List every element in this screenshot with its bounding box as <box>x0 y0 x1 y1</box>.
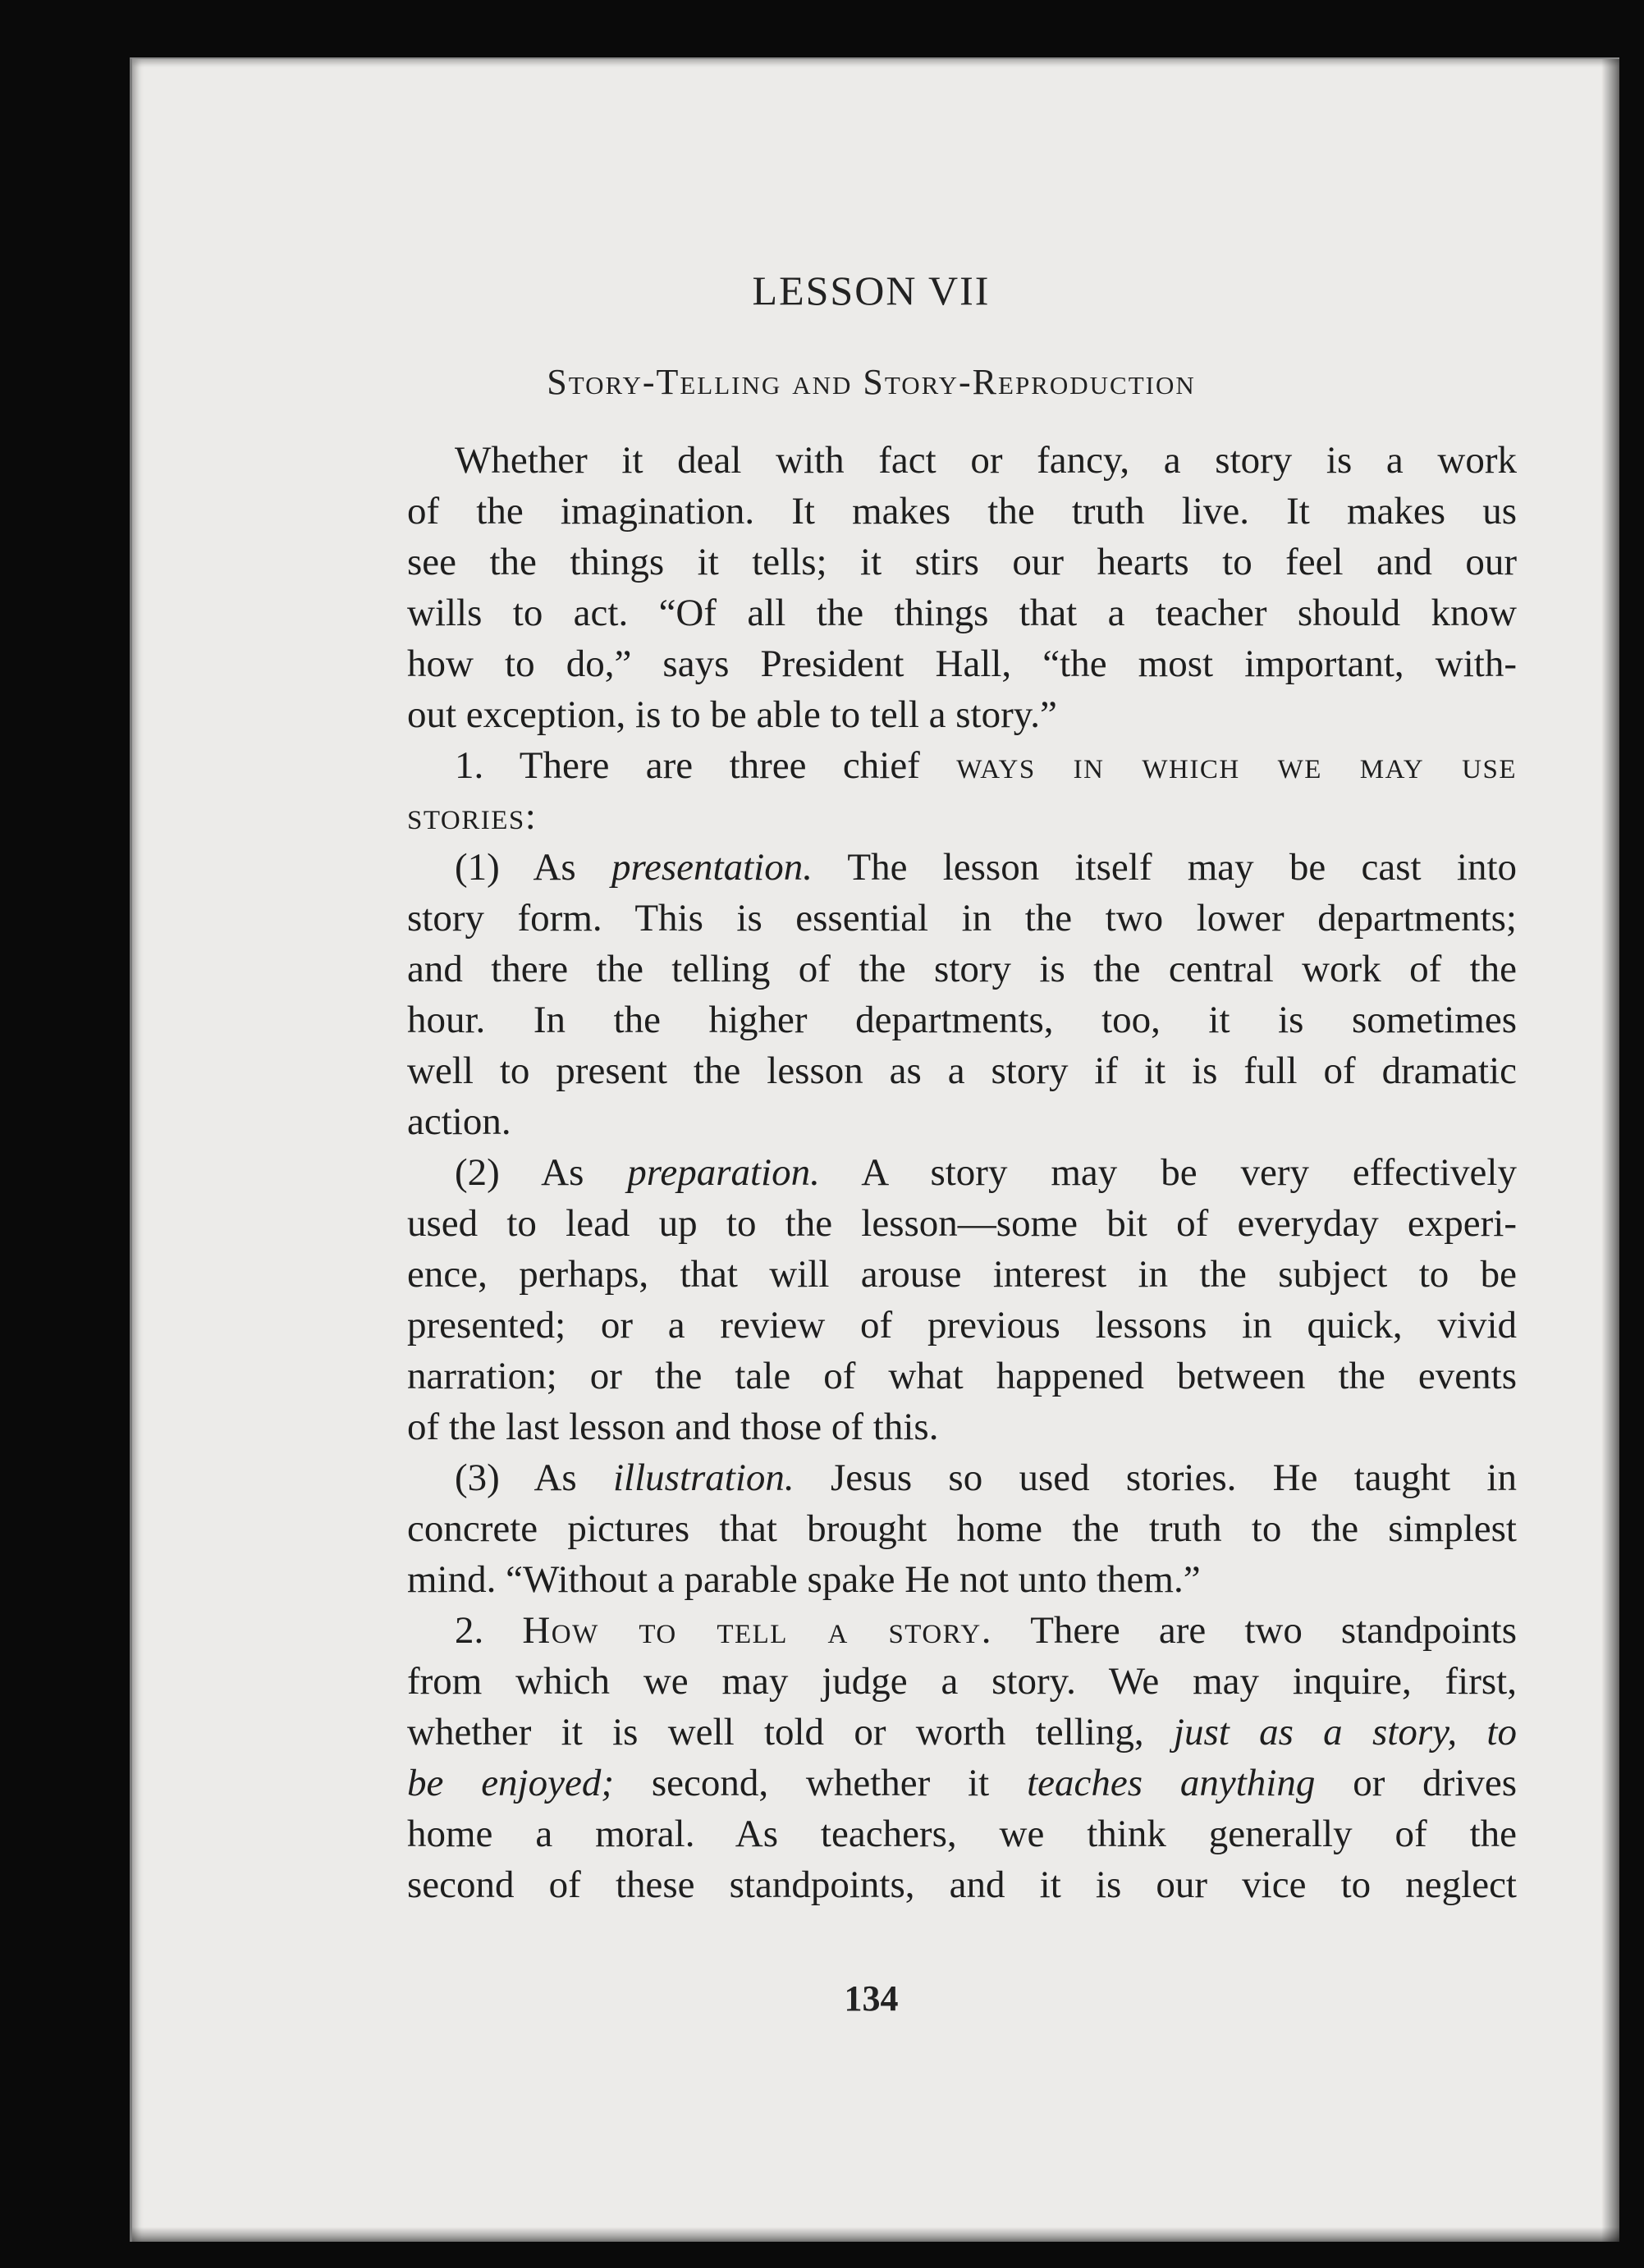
italic-term: presentation. <box>611 846 813 889</box>
text-line: second of these standpoints, and it is our vice to neglect <box>407 1863 1517 1906</box>
italic-term: illustration. <box>612 1456 795 1499</box>
line-middle: second, whether it <box>651 1762 990 1804</box>
text-line: ence, perhaps, that will arouse interest in the subject to be <box>407 1253 1517 1296</box>
text-line: of the imagination. It makes the truth live. It makes us <box>407 490 1517 533</box>
text-line: and there the telling of the story is the central work of the <box>407 948 1517 990</box>
page-number: 134 <box>844 1978 899 2019</box>
text-line: how to do,” says President Hall, “the most important, with- <box>407 642 1517 685</box>
text-line: mind. “Without a parable spake He not unto them.” <box>407 1558 1201 1601</box>
text-line: concrete pictures that brought home the truth to the simplest <box>407 1507 1517 1550</box>
text-line: used to lead up to the lesson—some bit of everyday experi- <box>407 1202 1517 1245</box>
line-start: whether it is well told or worth telling, <box>407 1711 1144 1754</box>
text-line <box>407 1147 1517 1198</box>
text-line <box>407 1758 1517 1808</box>
text-line: stories: <box>407 795 538 838</box>
text-line: hour. In the higher departments, too, it is sometimes <box>407 999 1517 1041</box>
italic-phrase: just as a story, to <box>1173 1711 1517 1754</box>
text-line: presented; or a review of previous lessons in quick, vivid <box>407 1304 1517 1347</box>
italic-phrase: teaches anything <box>1027 1762 1316 1804</box>
line-rest: There are two standpoints <box>1030 1609 1518 1652</box>
text-line: wills to act. “Of all the things that a teacher should know <box>407 592 1517 634</box>
text-line: well to present the lesson as a story if it is full of dramatic <box>407 1049 1517 1092</box>
text-line: home a moral. As teachers, we think generally of the <box>407 1813 1517 1855</box>
item-number: 2. <box>455 1609 484 1652</box>
text-line <box>407 1452 1517 1503</box>
line-rest: Jesus so used stories. He taught in <box>830 1456 1517 1499</box>
line-rest: The lesson itself may be cast into <box>847 846 1517 889</box>
text-line <box>407 1707 1517 1758</box>
text-line: out exception, is to be able to tell a story.” <box>407 693 1057 736</box>
small-caps-phrase: ways in which we may use <box>956 744 1518 787</box>
text-line <box>407 1605 1517 1656</box>
section-title: Story-Telling and Story-Reproduction <box>547 362 1196 402</box>
text-line: action. <box>407 1100 511 1143</box>
text-line <box>407 842 1517 893</box>
body-text <box>407 435 1517 1910</box>
small-caps-phrase: How to tell a story. <box>522 1609 992 1652</box>
italic-term: preparation. <box>627 1151 820 1194</box>
list-intro: 1. There are three chief <box>455 744 920 787</box>
item-number: (2) As <box>455 1151 584 1194</box>
text-line: Whether it deal with fact or fancy, a story is a work <box>455 439 1517 482</box>
text-line: story form. This is essential in the two lower departments; <box>407 897 1517 940</box>
item-number: (1) As <box>455 846 576 889</box>
text-line: of the last lesson and those of this. <box>407 1406 939 1448</box>
lesson-title: LESSON VII <box>752 267 991 313</box>
line-rest: A story may be very effectively <box>861 1151 1517 1194</box>
text-line: narration; or the tale of what happened between the events <box>407 1355 1517 1397</box>
text-line <box>407 740 1517 791</box>
text-line: see the things it tells; it stirs our hearts to feel and our <box>407 541 1517 583</box>
page-bottom-shadow <box>132 2227 1619 2242</box>
italic-phrase: be enjoyed; <box>407 1762 614 1804</box>
item-number: (3) As <box>455 1456 577 1499</box>
text-line: from which we may judge a story. We may inquire, first, <box>407 1660 1517 1703</box>
line-end: or drives <box>1353 1762 1518 1804</box>
